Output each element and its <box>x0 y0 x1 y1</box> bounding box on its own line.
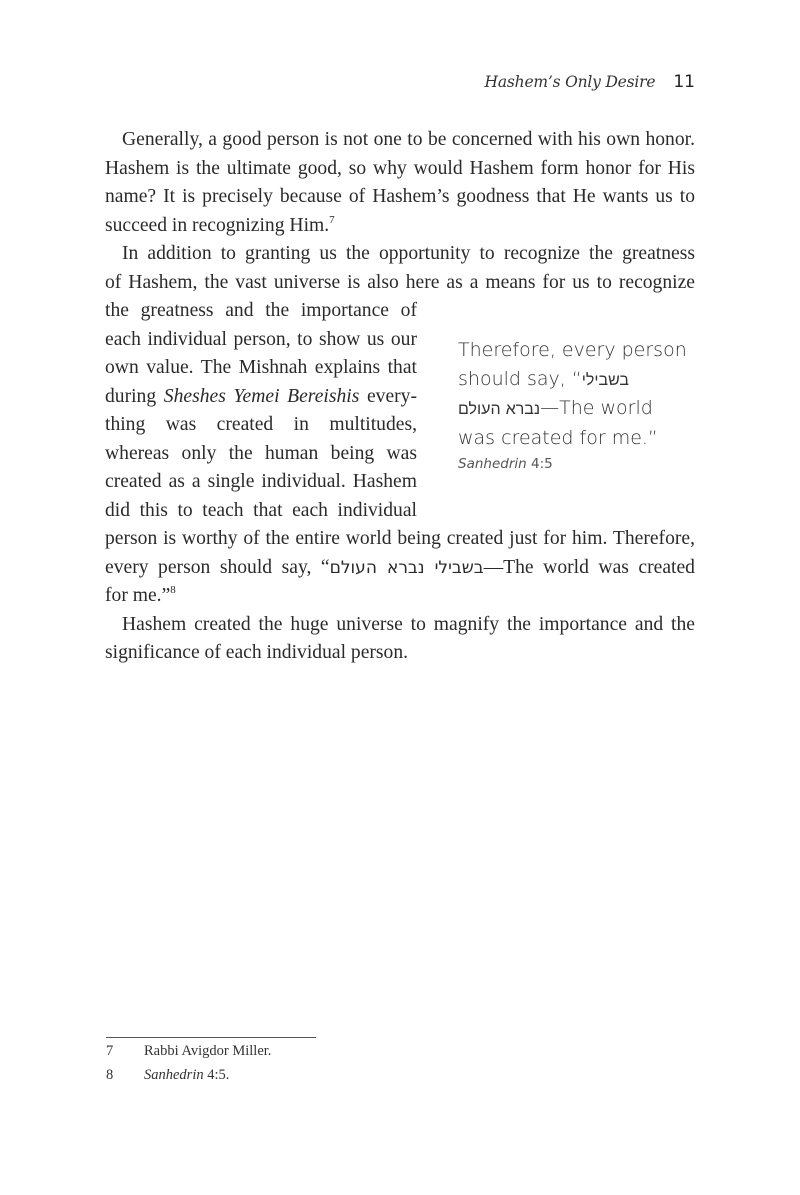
body-line: Hashem is the ultimate good, so why would Hashem form honor for His <box>105 158 695 179</box>
pull-quote-line <box>458 365 708 395</box>
body-line: of Hashem, the vast universe is also here as a means for us to recognize <box>105 272 695 293</box>
pull-quote-text: —The world <box>540 397 653 419</box>
pull-quote-line: was created for me.” <box>458 426 658 449</box>
source-title: Sanhedrin <box>458 456 527 472</box>
footnote-text: 4:5. <box>203 1067 230 1083</box>
chapter-title: Hashem’s Only Desire <box>484 73 656 91</box>
body-line: each individual person, to show us our <box>105 329 417 350</box>
source-ref: 4:5 <box>526 456 553 472</box>
body-line: Hashem created the huge universe to magnify the importance and the <box>122 614 695 635</box>
body-line: Generally, a good person is not one to be concerned with his own honor. <box>122 129 695 150</box>
body-line <box>105 582 176 610</box>
body-line: person is worthy of the entire world being created just for him. Therefore, <box>105 528 695 549</box>
body-text: every person should say, “ <box>105 557 330 578</box>
hebrew-text: נברא העולם <box>458 399 541 418</box>
footnote-ref[interactable]: 7 <box>329 214 335 226</box>
footnote-text: Rabbi Avigdor Miller. <box>144 1043 272 1059</box>
body-line <box>105 383 417 411</box>
footnote-divider <box>106 1037 316 1038</box>
running-head <box>485 72 695 98</box>
pull-quote-line: Therefore, every person <box>458 339 687 361</box>
body-line: whereas only the human being was <box>105 443 417 464</box>
body-line: own value. The Mishnah explains that <box>105 357 417 378</box>
footnote-number: 7 <box>106 1043 114 1059</box>
body-line <box>105 212 335 240</box>
body-line: name? It is precisely because of Hashem’s goodness that He wants us to <box>105 186 695 207</box>
pull-quote-text: should say, “ <box>458 367 582 390</box>
body-text: during <box>105 386 164 407</box>
pull-quote <box>458 336 708 452</box>
body-text: succeed in recognizing Him. <box>105 215 330 236</box>
footnote-ref[interactable]: 8 <box>170 584 176 596</box>
hebrew-text: בשבילי <box>581 369 629 389</box>
body-line: thing was created in multitudes, <box>105 414 417 435</box>
page-number: 11 <box>673 72 695 92</box>
footnote <box>106 1043 271 1060</box>
body-line: did this to teach that each individual <box>105 500 417 521</box>
pull-quote-line <box>458 394 708 424</box>
pull-quote-source <box>458 456 553 472</box>
body-line <box>105 554 695 582</box>
body-text: —The world was created <box>483 557 695 578</box>
body-text: for me.” <box>105 585 171 606</box>
footnote-number: 8 <box>106 1067 114 1083</box>
body-line: significance of each individual person. <box>105 642 409 663</box>
body-line: created as a single individual. Hashem <box>105 471 417 492</box>
body-line: In addition to granting us the opportunity to recognize the greatness <box>122 243 695 264</box>
footnote-italic: Sanhedrin <box>144 1067 204 1083</box>
body-line: the greatness and the importance of <box>105 300 417 321</box>
hebrew-text: בשבילי נברא העולם <box>329 558 484 578</box>
italic-term: Sheshes Yemei Bereishis <box>163 386 360 407</box>
body-text: every- <box>359 386 417 407</box>
footnote <box>106 1067 229 1084</box>
